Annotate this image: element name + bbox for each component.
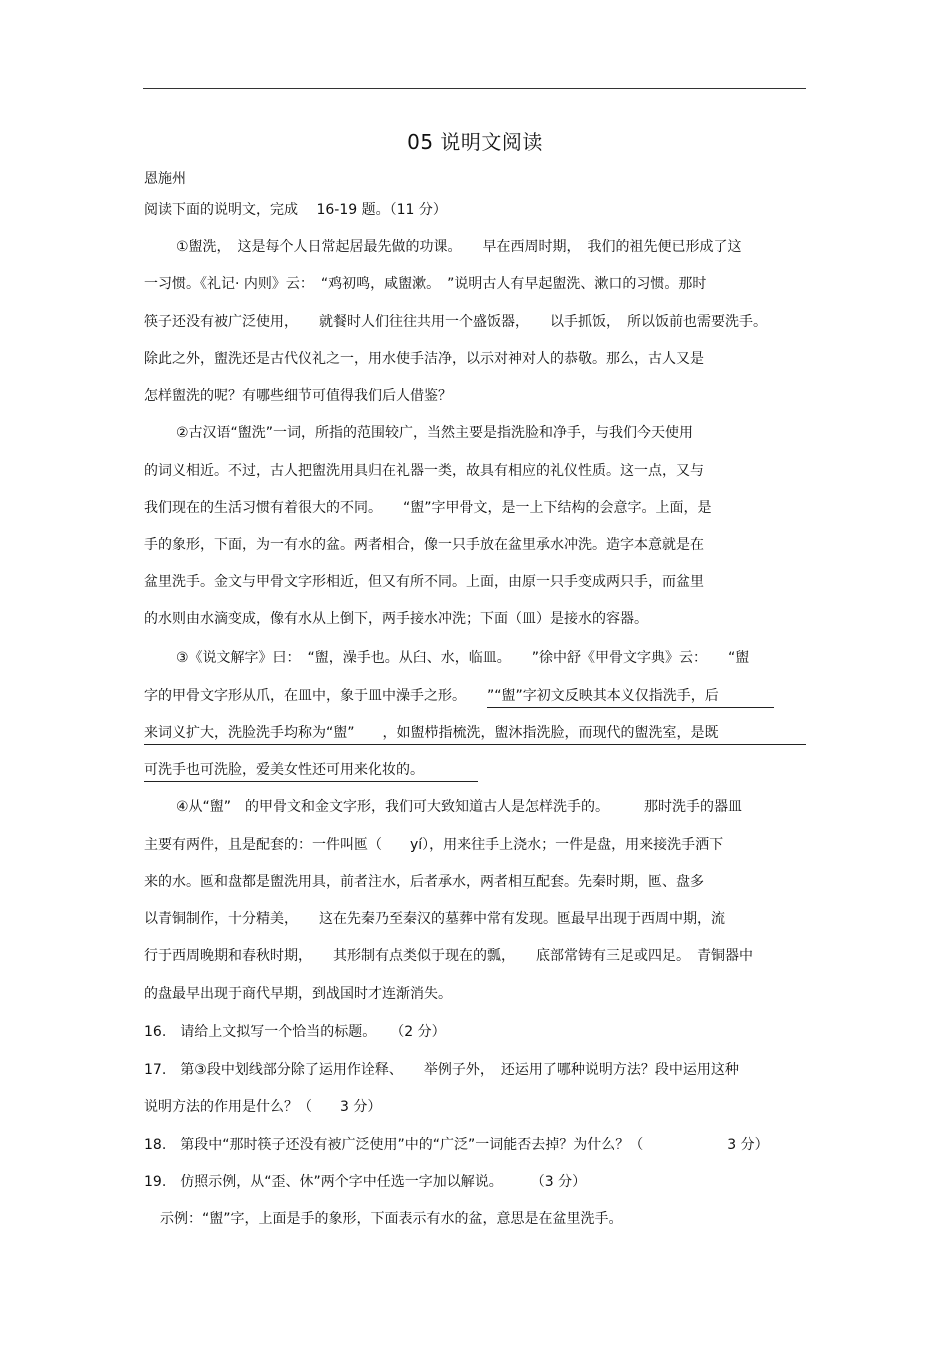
question-18: 18. 第段中“那时筷子还没有被广泛使用”中的“广泛”一词能否去掉？为什么？（ 3 分） <box>144 1137 769 1153</box>
paragraph-line: ①盥洗， 这是每个人日常起居最先做的功课。 早在西周时期， 我们的祖先便已形成了这 <box>176 239 742 255</box>
paragraph-line: ④从“盥” 的甲骨文和金文字形，我们可大致知道古人是怎样洗手的。 那时洗手的器皿 <box>176 799 743 815</box>
question-16: 16. 请给上文拟写一个恰当的标题。 （2 分） <box>144 1024 446 1040</box>
paragraph-line: 的盘最早出现于商代早期，到战国时才连渐消失。 <box>144 986 452 1002</box>
paragraph-line: 我们现在的生活习惯有着很大的不同。 “盥”字甲骨文，是一上下结构的会意字。上面，是 <box>144 500 712 516</box>
page-title: 05 说明文阅读 <box>407 130 543 154</box>
paragraph-line: 行于西周晚期和春秋时期， 其形制有点类似于现在的瓢， 底部常铸有三足或四足。 青铜器中 <box>144 948 753 964</box>
instructions: 阅读下面的说明文，完成 16-19 题。（11 分） <box>144 202 447 218</box>
underlined-text: ”“盥”字初文反映其本义仅指洗手，后 <box>487 686 774 708</box>
paragraph-line: ③《说文解字》曰： “盥，澡手也。从臼、水，临皿。 ”徐中舒《甲骨文字典》云： “盥 <box>176 650 750 666</box>
paragraph-line: 来的水。匜和盘都是盥洗用具，前者注水，后者承水，两者相互配套。先秦时期，匜、盘多 <box>144 874 704 890</box>
question-17: 17. 第③段中划线部分除了运用作诠释、 举例子外， 还运用了哪种说明方法？段中运用这种 <box>144 1062 739 1078</box>
paragraph-line: 筷子还没有被广泛使用， 就餐时人们往往共用一个盛饭器， 以手抓饭， 所以饭前也需要洗手。 <box>144 314 767 330</box>
paragraph-line: 的水则由水滴变成，像有水从上倒下，两手接水冲洗；下面（皿）是接水的容器。 <box>144 611 648 627</box>
paragraph-line: 以青铜制作，十分精美， 这在先秦乃至秦汉的墓葬中常有发现。匜最早出现于西周中期，流 <box>144 911 725 927</box>
underlined-text: 来词义扩大，洗脸洗手均称为“盥” ，如盥栉指梳洗，盥沐指洗脸，而现代的盥洗室，是既 <box>144 723 806 745</box>
paragraph-line: ②古汉语“盥洗”一词，所指的范围较广，当然主要是指洗脸和净手，与我们今天使用 <box>176 425 694 441</box>
example-text: 示例：“盥”字，上面是手的象形，下面表示有水的盆，意思是在盆里洗手。 <box>160 1211 623 1227</box>
paragraph-line <box>144 760 478 782</box>
paragraph-line <box>144 686 774 708</box>
question-17-cont: 说明方法的作用是什么？（ 3 分） <box>144 1099 382 1115</box>
question-19: 19. 仿照示例，从“歪、休”两个字中任选一字加以解说。 （3 分） <box>144 1174 587 1190</box>
paragraph-line <box>144 723 806 745</box>
region-label: 恩施州 <box>144 171 186 187</box>
paragraph-line: 除此之外，盥洗还是古代仪礼之一，用水使手洁净，以示对神对人的恭敬。那么，古人又是 <box>144 351 704 367</box>
paragraph-line: 主要有两件，且是配套的：一件叫匜（ yí），用来往手上浇水；一件是盘，用来接洗手洒下 <box>144 837 724 853</box>
header-rule <box>143 88 806 89</box>
paragraph-line: 怎样盥洗的呢？有哪些细节可值得我们后人借鉴？ <box>144 388 452 404</box>
paragraph-line: 的词义相近。不过，古人把盥洗用具归在礼器一类，故具有相应的礼仪性质。这一点，又与 <box>144 463 704 479</box>
paragraph-line: 手的象形，下面，为一有水的盆。两者相合，像一只手放在盆里承水冲洗。造字本意就是在 <box>144 537 704 553</box>
paragraph-text: 字的甲骨文字形从爪，在皿中，象于皿中澡手之形。 <box>144 688 487 704</box>
paragraph-line: 盆里洗手。金文与甲骨文字形相近，但又有所不同。上面，由原一只手变成两只手，而盆里 <box>144 574 704 590</box>
paragraph-line: 一习惯。《礼记· 内则》云： “鸡初鸣，咸盥漱。 ”说明古人有早起盥洗、漱口的习惯。那时 <box>144 276 707 292</box>
underlined-text: 可洗手也可洗脸，爱美女性还可用来化妆的。 <box>144 760 478 782</box>
